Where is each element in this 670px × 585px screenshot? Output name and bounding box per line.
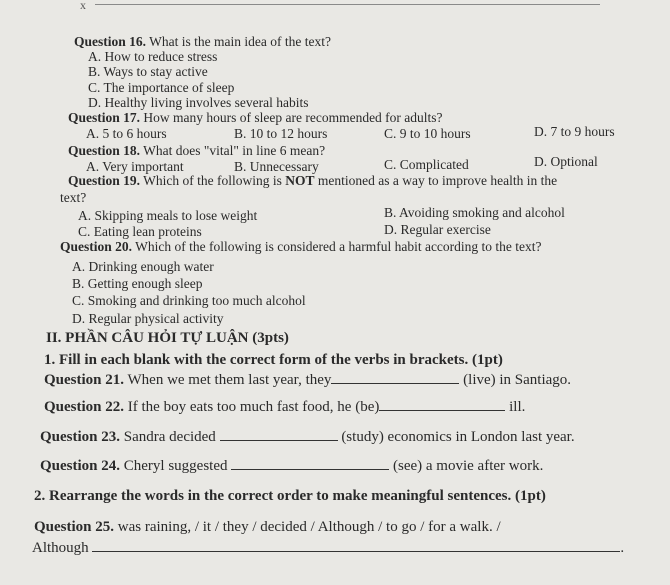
question-label: Question 23. [40,429,121,445]
question-19 [68,173,557,189]
question-label: Question 24. [40,458,121,474]
question-text: If the boy eats too much fast food, he (be) [127,399,380,415]
question-text: What does "vital" in line 6 mean? [143,143,326,158]
question-label: Question 20. [60,239,133,254]
question-emphasis: NOT [285,173,315,188]
question-label: Question 16. [74,34,147,49]
question-16 [74,34,331,50]
q17-option-d: D. 7 to 9 hours [534,124,615,139]
q20-option-d: D. Regular physical activity [72,311,224,326]
q18-option-d: D. Optional [534,154,598,169]
question-20 [60,239,542,255]
q16-option-c: C. The importance of sleep [88,80,235,95]
answer-start: Although [32,540,89,556]
q19-option-c: C. Eating lean proteins [78,224,202,239]
question-label: Question 22. [44,399,125,415]
question-label: Question 25. [34,519,115,535]
question-text: (study) economics in London last year. [341,429,575,445]
answer-blank-25[interactable] [92,539,620,552]
question-label: Question 19. [68,173,141,188]
part-1-title: 1. Fill in each blank with the correct form of the verbs in brackets. (1pt) [44,352,503,368]
question-text: Which of the following is considered a harmful habit according to the text? [135,239,542,254]
question-24 [40,457,543,475]
answer-blank-22[interactable] [379,398,505,411]
q17-option-b: B. 10 to 12 hours [234,126,328,141]
q16-option-b: B. Ways to stay active [88,64,208,79]
question-19-continuation: text? [60,190,87,205]
q20-option-b: B. Getting enough sleep [72,276,203,291]
answer-blank-23[interactable] [220,428,338,441]
question-text: Which of the following is [143,173,286,188]
q20-option-a: A. Drinking enough water [72,259,214,274]
q18-option-c: C. Complicated [384,157,469,172]
question-23 [40,428,575,446]
question-22 [44,398,525,416]
question-text: Cheryl suggested [123,458,228,474]
section-2-title: II. PHẦN CÂU HỎI TỰ LUẬN (3pts) [46,330,289,346]
question-text: ill. [509,399,526,415]
question-text: (see) a movie after work. [393,458,544,474]
end-mark: . [620,540,625,556]
question-label: Question 17. [68,110,141,125]
question-25 [34,518,501,536]
top-mark: x [80,0,86,12]
question-text: Sandra decided [123,429,216,445]
q18-option-a: A. Very important [86,159,184,174]
q19-option-a: A. Skipping meals to lose weight [78,208,258,223]
question-text: was raining, / it / they / decided / Although / to go / for a walk. / [117,519,501,535]
q16-option-d: D. Healthy living involves several habits [88,95,309,110]
question-text: What is the main idea of the text? [149,34,331,49]
q16-option-a: A. How to reduce stress [88,49,218,64]
q17-option-c: C. 9 to 10 hours [384,126,471,141]
q19-option-d: D. Regular exercise [384,222,491,237]
answer-blank-21[interactable] [331,371,459,384]
q19-option-b: B. Avoiding smoking and alcohol [384,205,565,220]
question-label: Question 21. [44,372,125,388]
question-text: When we met them last year, they [127,372,332,388]
question-label: Question 18. [68,143,141,158]
answer-blank-24[interactable] [231,457,389,470]
question-text: (live) in Santiago. [463,372,572,388]
question-text: How many hours of sleep are recommended for adults? [143,110,443,125]
q18-option-b: B. Unnecessary [234,159,319,174]
question-21 [44,371,571,389]
question-25-answer-line [32,539,624,557]
top-rule [95,4,600,5]
q17-option-a: A. 5 to 6 hours [86,126,167,141]
question-text: mentioned as a way to improve health in the [314,173,558,188]
question-17 [68,110,443,126]
q20-option-c: C. Smoking and drinking too much alcohol [72,293,306,308]
question-18 [68,143,325,159]
part-2-title: 2. Rearrange the words in the correct order to make meaningful sentences. (1pt) [34,488,546,504]
